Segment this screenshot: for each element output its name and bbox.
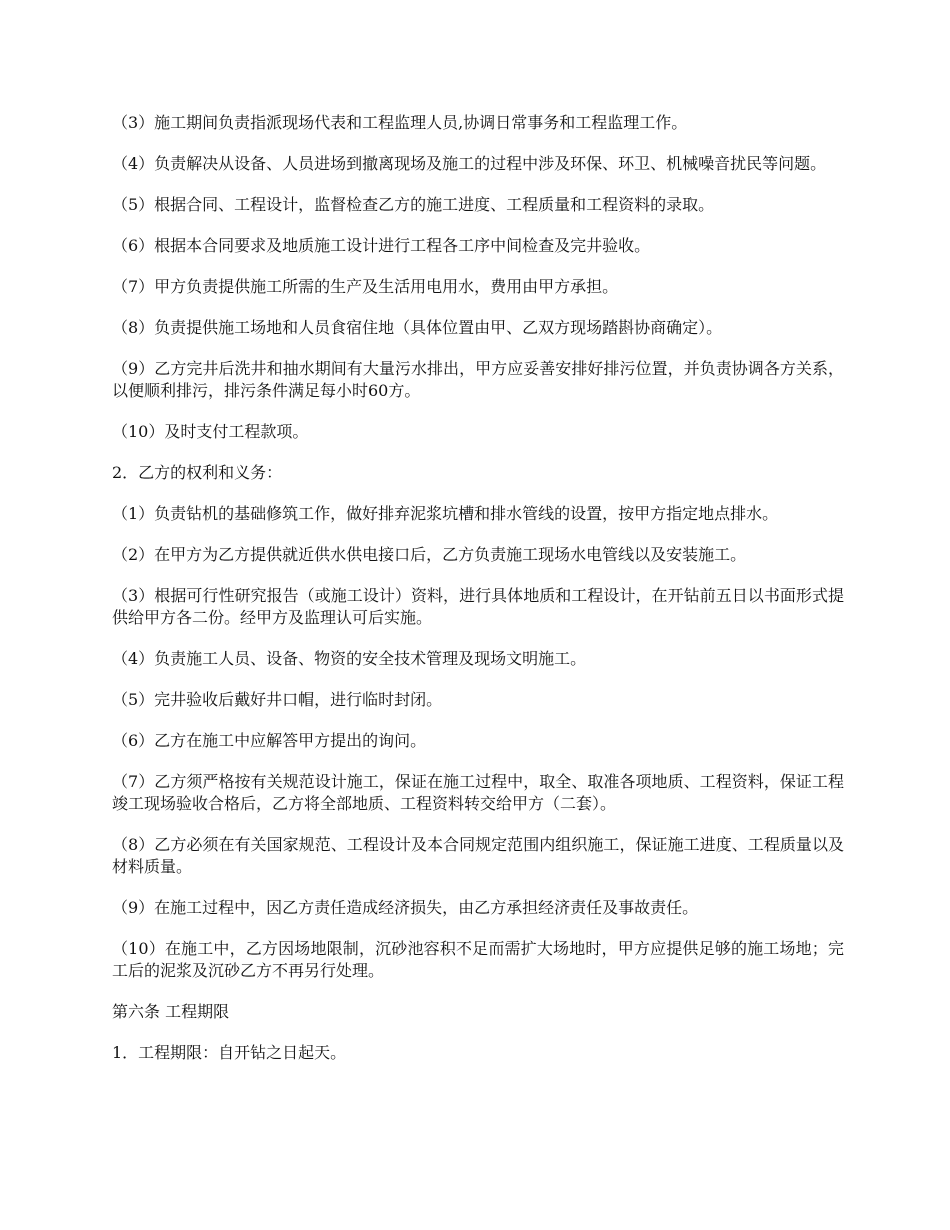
document-body	[112, 112, 844, 1083]
paragraph-jia-5: （5）根据合同、工程设计，监督检查乙方的施工进度、工程质量和工程资料的录取。	[112, 195, 715, 214]
paragraph-jia-9: （9）乙方完井后洗井和抽水期间有大量污水排出，甲方应妥善安排好排污位置，并负责协调各方关系，以便顺利排污，排污条件满足每小时60方。	[112, 359, 844, 400]
paragraph-yi-8: （8）乙方必须在有关国家规范、工程设计及本合同规定范围内组织施工，保证施工进度、工程质量以及材料质量。	[112, 835, 844, 876]
paragraph-yi-4: （4）负责施工人员、设备、物资的安全技术管理及现场文明施工。	[112, 649, 587, 668]
paragraph-jia-8: （8）负责提供施工场地和人员食宿住地（具体位置由甲、乙双方现场踏斟协商确定）。	[112, 318, 723, 337]
paragraph-yi-2: （2）在甲方为乙方提供就近供水供电接口后，乙方负责施工现场水电管线以及安装施工。	[112, 545, 747, 564]
paragraph-yi-1: （1）负责钻机的基础修筑工作，做好排弃泥浆坑槽和排水管线的设置，按甲方指定地点排水。	[112, 504, 779, 523]
paragraph-duration-1: 1．工程期限：自开钻之日起天。	[112, 1043, 347, 1062]
article-heading-six: 第六条 工程期限	[112, 1002, 230, 1021]
section-heading-yi-rights: 2．乙方的权利和义务：	[112, 463, 283, 482]
paragraph-yi-3: （3）根据可行性研究报告（或施工设计）资料，进行具体地质和工程设计，在开钻前五日以书面形式提供给甲方各二份。经甲方及监理认可后实施。	[112, 586, 844, 627]
paragraph-yi-5: （5）完井验收后戴好井口帽，进行临时封闭。	[112, 690, 443, 709]
paragraph-jia-4: （4）负责解决从设备、人员进场到撤离现场及施工的过程中涉及环保、环卫、机械噪音扰民等问题。	[112, 154, 827, 173]
paragraph-yi-7: （7）乙方须严格按有关规范设计施工，保证在施工过程中，取全、取准各项地质、工程资料，保证工程竣工现场验收合格后，乙方将全部地质、工程资料转交给甲方（二套）。	[112, 772, 844, 813]
paragraph-yi-6: （6）乙方在施工中应解答甲方提出的询问。	[112, 731, 427, 750]
paragraph-yi-10: （10）在施工中，乙方因场地限制，沉砂池容积不足而需扩大场地时，甲方应提供足够的施工场地；完工后的泥浆及沉砂乙方不再另行处理。	[112, 939, 844, 980]
paragraph-jia-10: （10）及时支付工程款项。	[112, 422, 309, 441]
paragraph-jia-3: （3）施工期间负责指派现场代表和工程监理人员,协调日常事务和工程监理工作。	[112, 113, 688, 132]
paragraph-yi-9: （9）在施工过程中，因乙方责任造成经济损失，由乙方承担经济责任及事故责任。	[112, 898, 699, 917]
paragraph-jia-7: （7）甲方负责提供施工所需的生产及生活用电用水，费用由甲方承担。	[112, 277, 619, 296]
paragraph-jia-6: （6）根据本合同要求及地质施工设计进行工程各工序中间检查及完井验收。	[112, 236, 651, 255]
